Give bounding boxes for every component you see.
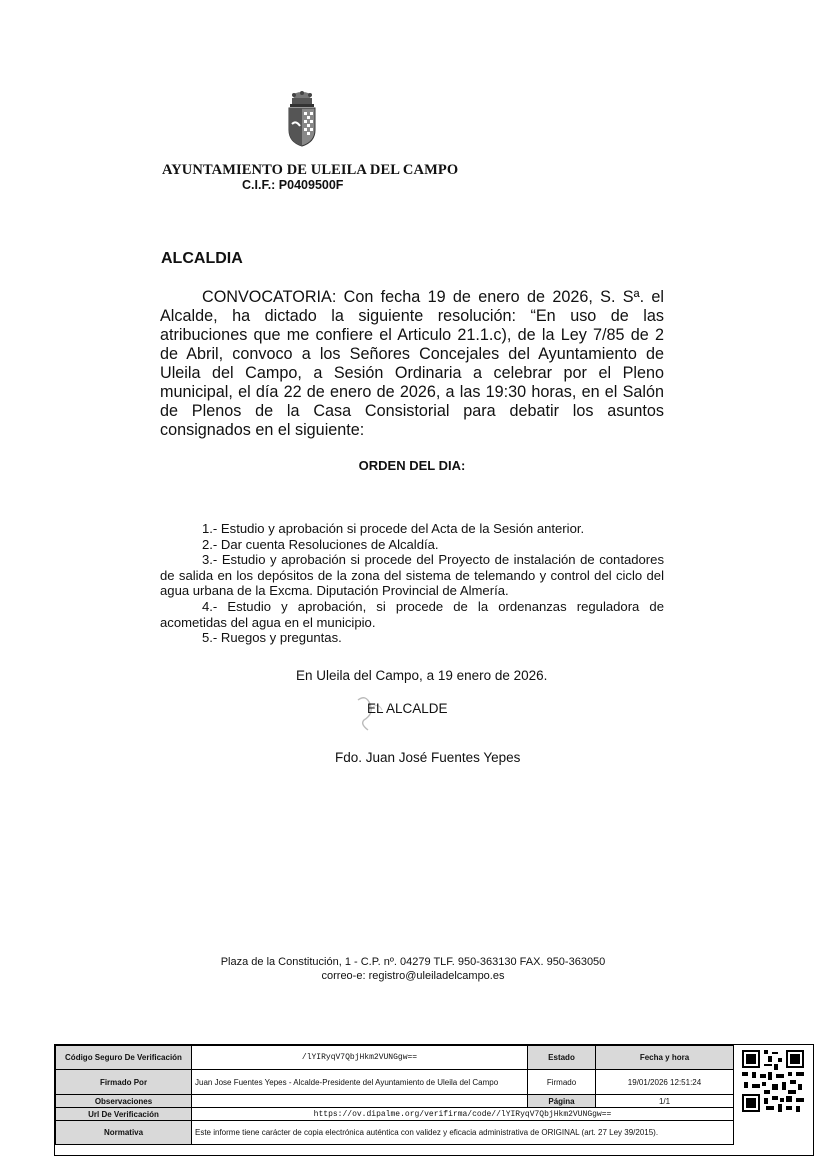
agenda-item: 1.- Estudio y aprobación si procede del Acta de la Sesión anterior. — [202, 521, 585, 536]
verification-url[interactable]: https://ov.dipalme.org/verifirma/code//lYIRyqV7QbjHkm2VUNGgw== — [192, 1108, 734, 1121]
agenda-item: 4.- Estudio y aprobación, si procede de la ordenanzas reguladora de acometidas del agua en el municipio. — [160, 598, 664, 630]
agenda-item: 5.- Ruegos y preguntas. — [202, 630, 342, 646]
convocatoria-paragraph: CONVOCATORIA: Con fecha 19 de enero de 2026, S. Sª. el Alcalde, ha dictado la siguiente resolución: “En uso de las atribuciones que me confiere el Articulo 21.1.c), de la Ley 7/85 de 2 de Abril, convoco a los Señores Concejales del Ayuntamiento de Uleila del Campo, a Sesión Ordinaria a celebrar por el Pleno municipal, el día 22 de enero de 2026, a las 19:30 horas, en el Salón de Plenos de la Casa Consistorial para debatir los asuntos consignados en el siguiente: — [160, 288, 664, 439]
csv-label: Código Seguro De Verificación — [56, 1046, 192, 1070]
agenda-title: ORDEN DEL DIA: — [358, 458, 466, 473]
observaciones-value — [192, 1095, 528, 1108]
normativa-label: Normativa — [56, 1121, 192, 1145]
agenda-item: 2.- Dar cuenta Resoluciones de Alcaldía. — [202, 536, 439, 552]
pagina-value: 1/1 — [596, 1095, 734, 1108]
qr-code-icon[interactable] — [740, 1048, 806, 1114]
pagina-label: Página — [528, 1095, 596, 1108]
csv-value: /lYIRyqV7QbjHkm2VUNGgw== — [192, 1046, 528, 1070]
org-cif: C.I.F.: P0409500F — [242, 178, 344, 192]
url-label: Url De Verificación — [56, 1108, 192, 1121]
fecha-value: 19/01/2026 12:51:24 — [596, 1070, 734, 1095]
normativa-value: Este informe tiene carácter de copia electrónica auténtica con validez y eficacia administrativa de ORIGINAL (art. 27 Ley 39/2015). — [192, 1121, 734, 1145]
signer-title: EL ALCALDE — [367, 701, 448, 716]
firmado-por-label: Firmado Por — [56, 1070, 192, 1095]
org-name: AYUNTAMIENTO DE ULEILA DEL CAMPO — [162, 162, 459, 178]
fecha-label: Fecha y hora — [596, 1046, 734, 1070]
email-line: correo-e: registro@uleiladelcampo.es — [321, 970, 505, 982]
footer-address — [140, 955, 686, 983]
firmado-por-value: Juan Jose Fuentes Yepes - Alcalde-Presidente del Ayuntamiento de Uleila del Campo — [192, 1070, 528, 1095]
agenda-list — [160, 521, 664, 646]
address-line: Plaza de la Constitución, 1 - C.P. nº. 04279 TLF. 950-363130 FAX. 950-363050 — [220, 956, 606, 968]
place-date: En Uleila del Campo, a 19 enero de 2026. — [296, 668, 548, 683]
section-title: ALCALDIA — [161, 250, 243, 267]
verification-table — [55, 1045, 734, 1145]
agenda-item: 3.- Estudio y aprobación si procede del Proyecto de instalación de contadores de salida en los depósitos de la zona del sistema de telemando y control del ciclo del agua urbana de la Excma. Diputación Provincial de Almería. — [160, 552, 664, 599]
signer-name: Fdo. Juan José Fuentes Yepes — [335, 750, 521, 765]
estado-value: Firmado — [528, 1070, 596, 1095]
coat-of-arms-icon — [281, 90, 323, 148]
estado-label: Estado — [528, 1046, 596, 1070]
observaciones-label: Observaciones — [56, 1095, 192, 1108]
